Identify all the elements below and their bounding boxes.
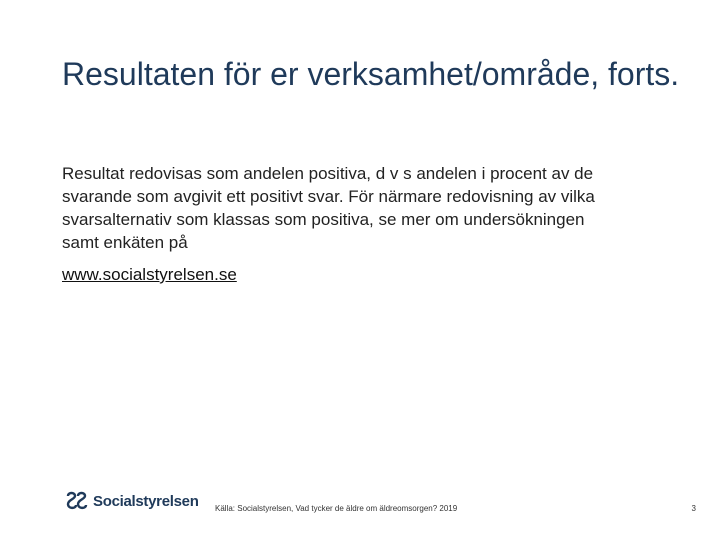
source-citation: Källa: Socialstyrelsen, Vad tycker de äldre om äldreomsorgen? 2019 [215,504,458,513]
logo-wordmark: Socialstyrelsen [93,492,199,510]
socialstyrelsen-logo [64,488,199,514]
socialstyrelsen-emblem-icon [64,490,90,512]
body-paragraph: Resultat redovisas som andelen positiva, d v s andelen i procent av de svarande som avgivit ett positivt svar. För närmare redovisning av vilka svarsalternativ som klassas som positiva, se mer om undersökningen samt enkäten på [62,164,595,252]
website-link[interactable]: www.socialstyrelsen.se [62,265,237,284]
slide-title: Resultaten för er verksamhet/område, forts. [62,56,680,92]
page-number: 3 [691,504,696,513]
